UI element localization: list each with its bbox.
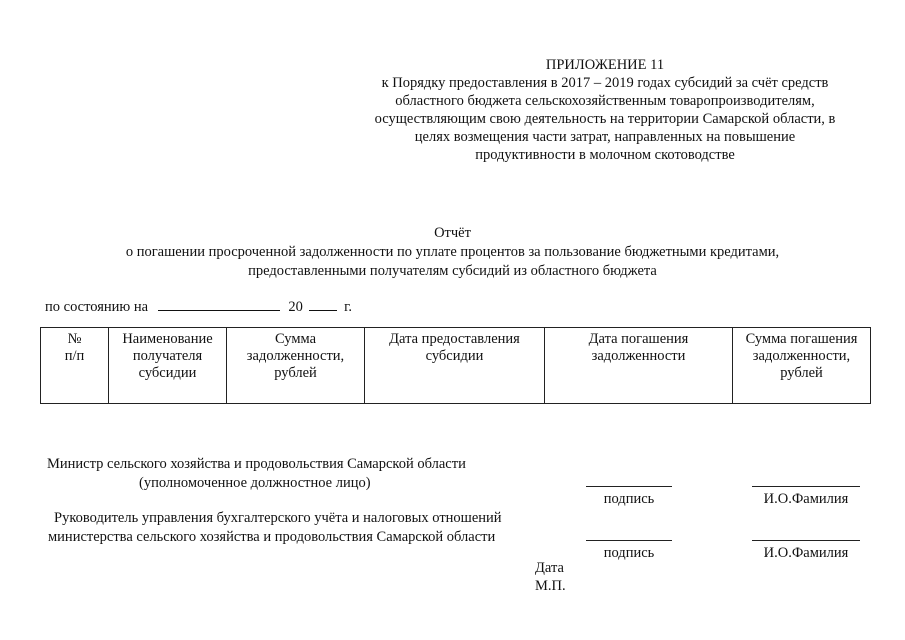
minister-block xyxy=(47,455,466,493)
year-blank[interactable] xyxy=(309,296,337,311)
name-caption: И.О.Фамилия xyxy=(763,491,849,507)
report-subtitle-line: предоставленными получателям субсидий из областного бюджета xyxy=(248,263,657,279)
year-prefix: 20 xyxy=(288,299,303,315)
signature-caption: подпись xyxy=(603,545,655,561)
minister-name-line[interactable] xyxy=(752,486,860,487)
as-of-date-line xyxy=(45,296,352,316)
col-header-repayment-amount: Сумма погашения задолженности, рублей xyxy=(733,328,871,404)
signature-caption: подпись xyxy=(603,491,655,507)
col-header-number: № п/п xyxy=(41,328,109,404)
report-title: Отчёт xyxy=(434,225,471,241)
appendix-line: продуктивности в молочном скотоводстве xyxy=(475,147,735,163)
date-label: Дата xyxy=(535,560,564,576)
stamp-label: М.П. xyxy=(535,578,566,594)
appendix-line: осуществляющим свою деятельность на территории Самарской области, в xyxy=(374,111,836,127)
name-caption: И.О.Фамилия xyxy=(763,545,849,561)
minister-subtitle: (уполномоченное должностное лицо) xyxy=(139,475,371,491)
head-title: Руководитель управления бухгалтерского учёта и налоговых отношений xyxy=(54,510,502,526)
as-of-label: по состоянию на xyxy=(45,299,149,315)
head-block xyxy=(48,509,502,547)
minister-signature-line[interactable] xyxy=(586,486,672,487)
col-header-debt-amount: Сумма задолженности, рублей xyxy=(227,328,365,404)
appendix-line: к Порядку предоставления в 2017 – 2019 годах субсидий за счёт средств xyxy=(381,75,829,91)
appendix-header xyxy=(345,56,865,164)
year-suffix: г. xyxy=(344,299,353,315)
appendix-line: областного бюджета сельскохозяйственным товаропроизводителям, xyxy=(395,93,815,109)
appendix-line: целях возмещения части затрат, направленных на повышение xyxy=(414,129,796,145)
report-title-block xyxy=(60,224,845,281)
report-table xyxy=(40,327,871,404)
minister-title: Министр сельского хозяйства и продовольствия Самарской области xyxy=(47,456,466,472)
col-header-grant-date: Дата предоставления субсидии xyxy=(365,328,545,404)
head-signature-line[interactable] xyxy=(586,540,672,541)
report-subtitle-line: о погашении просроченной задолженности по уплате процентов за пользование бюджетными кредитами, xyxy=(125,244,780,260)
col-header-repayment-date: Дата погашения задолженности xyxy=(545,328,733,404)
appendix-heading: ПРИЛОЖЕНИЕ 11 xyxy=(545,57,665,73)
table-header-row xyxy=(41,328,871,404)
col-header-recipient: Наименование получателя субсидии xyxy=(109,328,227,404)
date-blank[interactable] xyxy=(158,296,280,311)
head-name-line[interactable] xyxy=(752,540,860,541)
head-subtitle: министерства сельского хозяйства и продовольствия Самарской области xyxy=(48,529,496,545)
